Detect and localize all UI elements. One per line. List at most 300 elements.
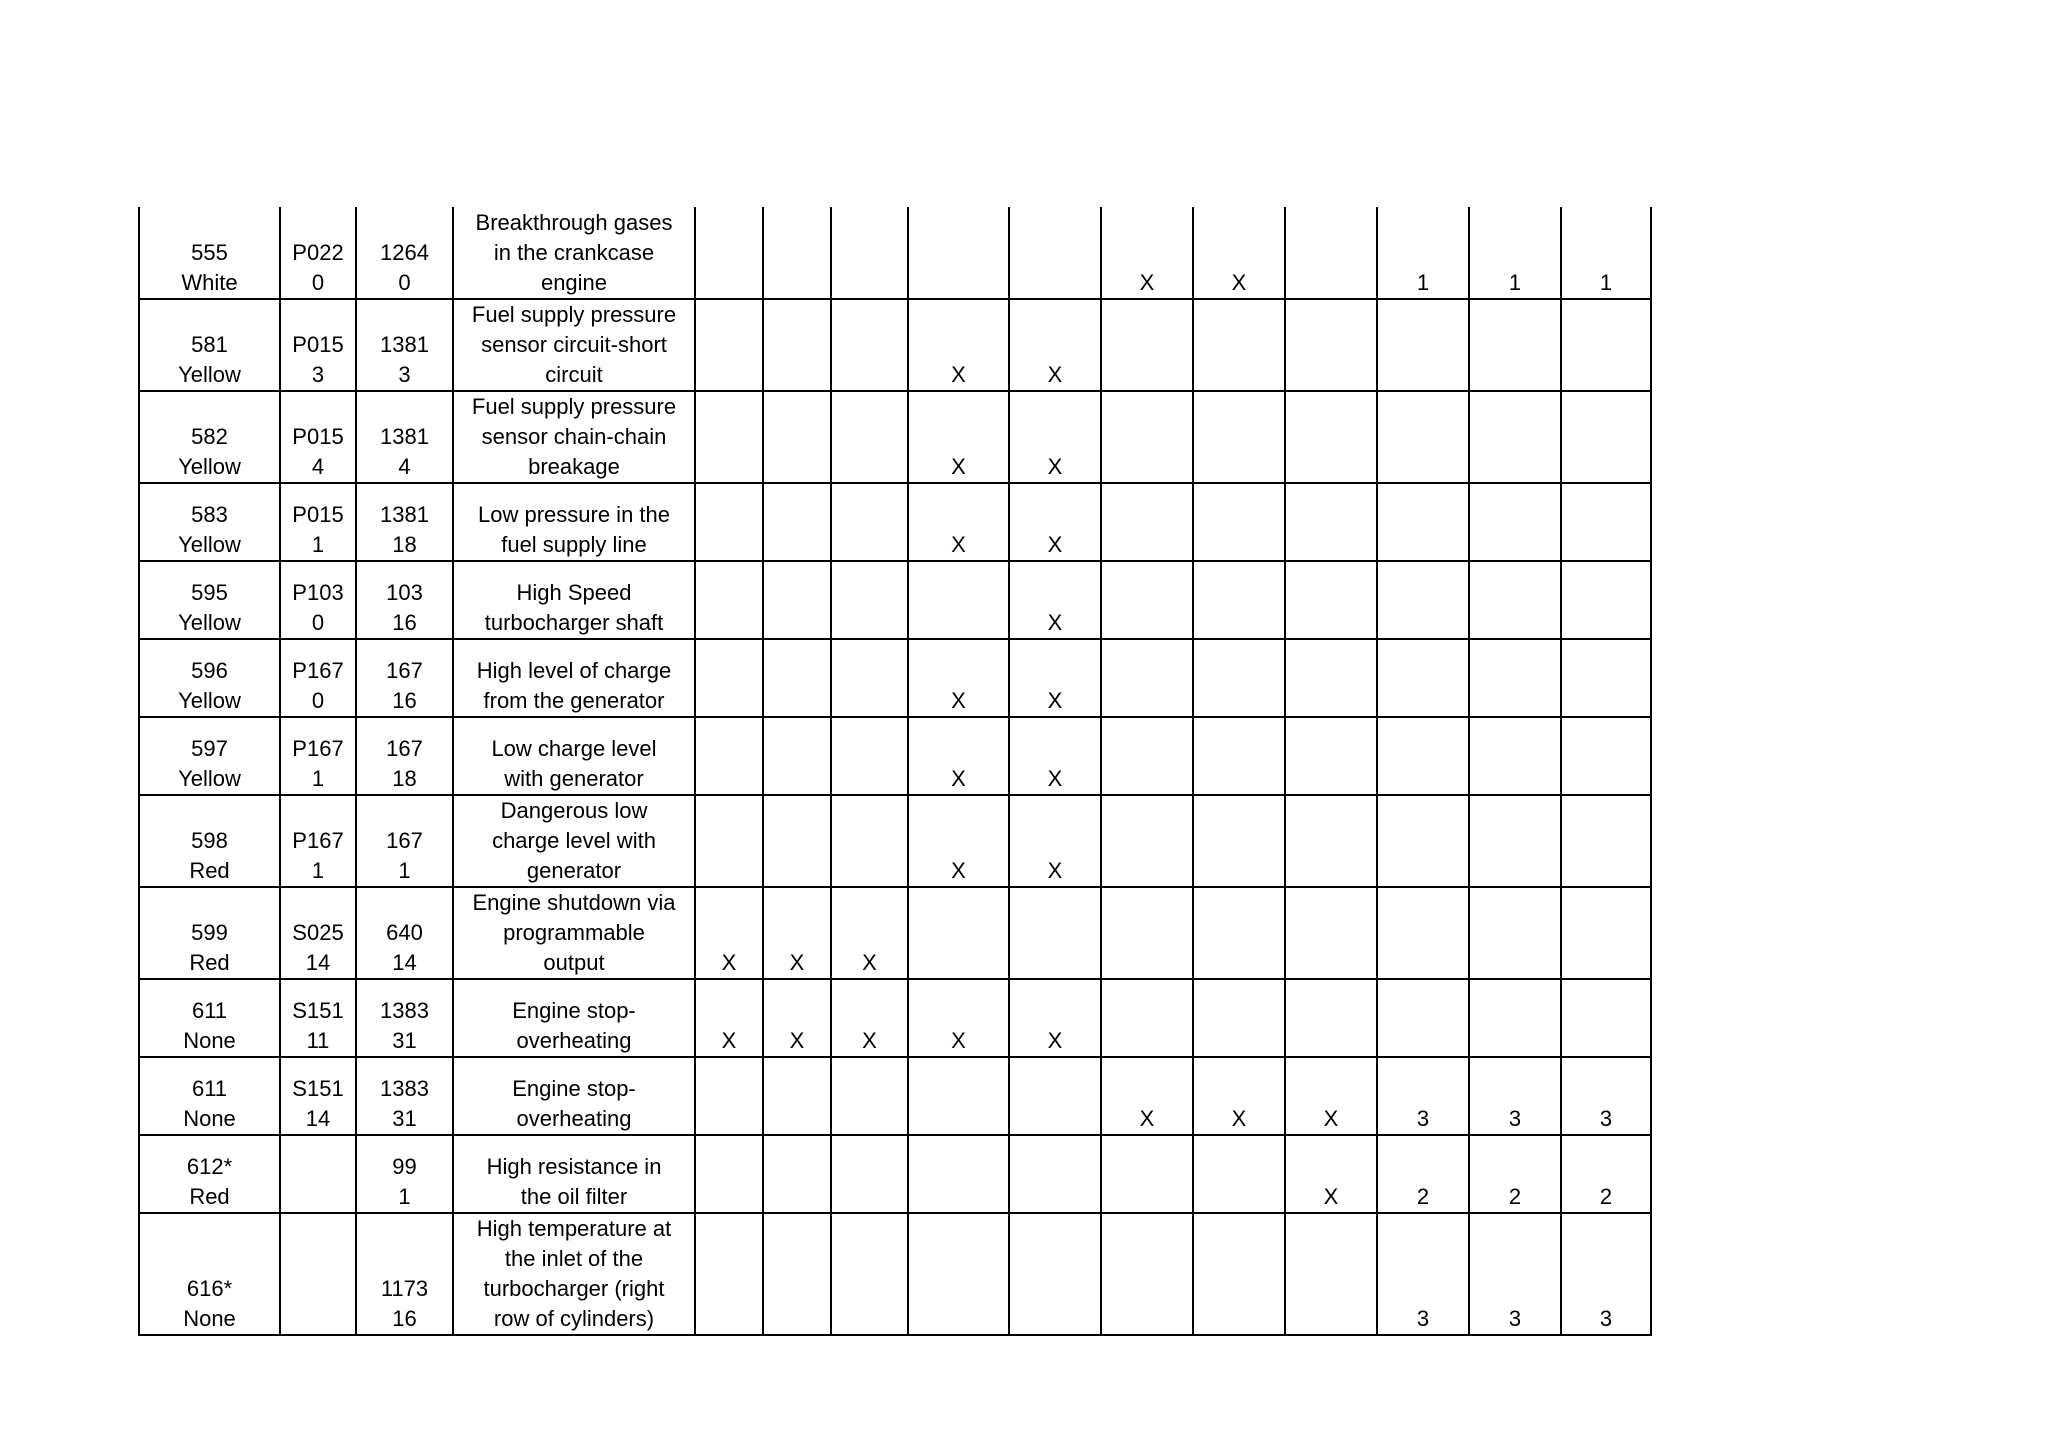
- mark-cell: [1285, 391, 1377, 483]
- mark-cell: [1101, 639, 1193, 717]
- mark-cell: [1561, 887, 1651, 979]
- spn-cell-line: Yellow: [178, 610, 241, 635]
- mark-cell: [1377, 979, 1469, 1057]
- code-cell-line: 18: [392, 766, 417, 791]
- description-cell: [453, 717, 695, 795]
- mark-cell-line: 3: [1416, 1106, 1430, 1131]
- code-cell-line: 167: [386, 658, 423, 683]
- mark-cell: [1561, 483, 1651, 561]
- code-cell-line: 0: [398, 270, 411, 295]
- pcode-cell-line: P167: [292, 736, 344, 761]
- mark-cell: [763, 391, 831, 483]
- mark-cell-line: X: [1139, 270, 1155, 295]
- mark-cell: [1193, 887, 1285, 979]
- mark-cell: [763, 1057, 831, 1135]
- code-cell: [356, 1135, 453, 1213]
- pcode-cell-line: 0: [311, 688, 325, 713]
- spn-cell: [139, 207, 280, 299]
- mark-cell: [695, 717, 763, 795]
- mark-cell: [1469, 1057, 1561, 1135]
- code-cell-line: 14: [392, 950, 417, 975]
- mark-cell: [1377, 1213, 1469, 1335]
- mark-cell-line: 3: [1416, 1306, 1430, 1331]
- mark-cell-line: X: [1323, 1184, 1339, 1209]
- code-cell: [356, 979, 453, 1057]
- pcode-cell-line: P015: [292, 502, 344, 527]
- mark-cell: [1377, 561, 1469, 639]
- mark-cell: [1009, 639, 1101, 717]
- table-row: [139, 979, 1651, 1057]
- pcode-cell-line: P015: [292, 424, 344, 449]
- code-cell-line: 16: [392, 610, 417, 635]
- mark-cell-line: X: [951, 532, 966, 557]
- mark-cell: [1377, 887, 1469, 979]
- mark-cell-line: X: [862, 950, 877, 975]
- code-cell-line: 640: [386, 920, 423, 945]
- pcode-cell: [280, 887, 356, 979]
- code-cell: [356, 887, 453, 979]
- mark-cell: [1193, 561, 1285, 639]
- mark-cell: [1285, 207, 1377, 299]
- mark-cell-line: X: [951, 766, 966, 791]
- code-cell: [356, 561, 453, 639]
- pcode-cell-line: 4: [311, 454, 325, 479]
- mark-cell: [1285, 561, 1377, 639]
- table-row: [139, 887, 1651, 979]
- spn-cell-line: 611: [191, 998, 228, 1023]
- table-row: [139, 483, 1651, 561]
- mark-cell-line: X: [789, 1028, 805, 1053]
- mark-cell: [1101, 717, 1193, 795]
- code-cell: [356, 299, 453, 391]
- pcode-cell-line: 0: [311, 610, 325, 635]
- spn-cell-line: 581: [191, 332, 228, 357]
- description-cell-line: fuel supply line: [501, 532, 647, 557]
- mark-cell: [695, 979, 763, 1057]
- mark-cell: [1193, 483, 1285, 561]
- pcode-cell-line: P103: [292, 580, 344, 605]
- mark-cell: [763, 1135, 831, 1213]
- mark-cell-line: X: [789, 950, 805, 975]
- description-cell-line: row of cylinders): [493, 1306, 655, 1331]
- spn-cell-line: 599: [191, 920, 228, 945]
- spn-cell-line: None: [183, 1028, 236, 1053]
- mark-cell-line: X: [862, 1028, 877, 1053]
- mark-cell: [1561, 639, 1651, 717]
- description-cell: [453, 391, 695, 483]
- code-cell: [356, 717, 453, 795]
- mark-cell: [1285, 639, 1377, 717]
- mark-cell: [1561, 795, 1651, 887]
- mark-cell: [763, 483, 831, 561]
- spn-cell: [139, 1057, 280, 1135]
- mark-cell: [1469, 391, 1561, 483]
- pcode-cell-line: P022: [292, 240, 344, 265]
- code-cell: [356, 1057, 453, 1135]
- table-body: [139, 207, 1651, 1335]
- mark-cell: [1285, 717, 1377, 795]
- spn-cell-line: White: [181, 270, 238, 295]
- mark-cell: [763, 299, 831, 391]
- mark-cell: [1377, 717, 1469, 795]
- spn-cell-line: 598: [191, 828, 228, 853]
- mark-cell-line: X: [951, 362, 966, 387]
- description-cell-line: High resistance in: [486, 1154, 662, 1179]
- mark-cell: [1193, 717, 1285, 795]
- mark-cell: [1009, 717, 1101, 795]
- mark-cell-line: 1: [1416, 270, 1430, 295]
- mark-cell: [1469, 483, 1561, 561]
- code-cell-line: 1381: [380, 502, 429, 527]
- mark-cell-line: X: [721, 950, 737, 975]
- mark-cell: [1377, 299, 1469, 391]
- code-cell-line: 1264: [380, 240, 429, 265]
- mark-cell: [831, 979, 908, 1057]
- mark-cell: [1101, 391, 1193, 483]
- mark-cell-line: 2: [1599, 1184, 1613, 1209]
- mark-cell-line: X: [951, 454, 966, 479]
- description-cell-line: charge level with: [492, 828, 656, 853]
- pcode-cell: [280, 483, 356, 561]
- mark-cell: [1101, 1057, 1193, 1135]
- pcode-cell: [280, 717, 356, 795]
- mark-cell: [831, 887, 908, 979]
- mark-cell: [908, 1057, 1009, 1135]
- pcode-cell-line: 11: [306, 1028, 330, 1053]
- fault-codes-table: [138, 207, 1652, 1336]
- code-cell: [356, 391, 453, 483]
- description-cell-line: with generator: [504, 766, 644, 791]
- mark-cell: [1469, 561, 1561, 639]
- mark-cell: [763, 561, 831, 639]
- mark-cell: [908, 1213, 1009, 1335]
- spn-cell-line: Yellow: [178, 766, 241, 791]
- spn-cell: [139, 1213, 280, 1335]
- mark-cell: [695, 483, 763, 561]
- mark-cell: [695, 795, 763, 887]
- table-row: [139, 299, 1651, 391]
- mark-cell: [908, 299, 1009, 391]
- spn-cell: [139, 795, 280, 887]
- spn-cell-line: Red: [189, 858, 230, 883]
- code-cell-line: 167: [386, 828, 423, 853]
- description-cell-line: overheating: [516, 1028, 632, 1053]
- description-cell-line: Breakthrough gases: [475, 210, 673, 235]
- description-cell-line: turbocharger (right: [483, 1276, 665, 1301]
- code-cell: [356, 639, 453, 717]
- mark-cell: [1101, 561, 1193, 639]
- spn-cell-line: 583: [191, 502, 228, 527]
- mark-cell: [1469, 1135, 1561, 1213]
- description-cell-line: High level of charge: [476, 658, 672, 683]
- mark-cell-line: X: [1047, 362, 1063, 387]
- mark-cell-line: 3: [1508, 1106, 1522, 1131]
- mark-cell: [831, 483, 908, 561]
- mark-cell: [763, 1213, 831, 1335]
- spn-cell: [139, 979, 280, 1057]
- mark-cell: [1469, 979, 1561, 1057]
- code-cell: [356, 483, 453, 561]
- mark-cell: [1193, 1135, 1285, 1213]
- mark-cell: [908, 483, 1009, 561]
- description-cell-line: Engine shutdown via: [472, 890, 676, 915]
- mark-cell: [1009, 299, 1101, 391]
- description-cell-line: engine: [540, 270, 608, 295]
- spn-cell-line: 612*: [186, 1154, 233, 1179]
- code-cell-line: 1173: [380, 1276, 429, 1301]
- mark-cell: [831, 561, 908, 639]
- mark-cell-line: 3: [1599, 1106, 1613, 1131]
- table-row: [139, 391, 1651, 483]
- mark-cell: [763, 717, 831, 795]
- mark-cell: [1285, 483, 1377, 561]
- description-cell-line: Low charge level: [491, 736, 657, 761]
- pcode-cell-line: 1: [311, 766, 325, 791]
- pcode-cell-line: 1: [311, 858, 325, 883]
- mark-cell: [831, 717, 908, 795]
- spn-cell: [139, 1135, 280, 1213]
- description-cell-line: sensor circuit-short: [481, 332, 667, 357]
- mark-cell: [1009, 391, 1101, 483]
- mark-cell: [1285, 887, 1377, 979]
- spn-cell-line: Red: [189, 950, 230, 975]
- mark-cell-line: X: [1139, 1106, 1155, 1131]
- mark-cell: [695, 1057, 763, 1135]
- mark-cell: [1377, 1057, 1469, 1135]
- code-cell-line: 99: [392, 1154, 417, 1179]
- mark-cell: [1469, 299, 1561, 391]
- mark-cell: [831, 391, 908, 483]
- mark-cell: [831, 299, 908, 391]
- mark-cell-line: X: [1231, 270, 1247, 295]
- description-cell-line: in the crankcase: [493, 240, 655, 265]
- mark-cell: [1561, 207, 1651, 299]
- spn-cell-line: 595: [191, 580, 228, 605]
- table-row: [139, 561, 1651, 639]
- mark-cell: [1561, 1135, 1651, 1213]
- spn-cell: [139, 483, 280, 561]
- mark-cell: [1193, 207, 1285, 299]
- mark-cell: [831, 1213, 908, 1335]
- spn-cell: [139, 299, 280, 391]
- description-cell-line: from the generator: [483, 688, 665, 713]
- mark-cell: [1193, 391, 1285, 483]
- description-cell-line: turbocharger shaft: [484, 610, 664, 635]
- pcode-cell: [280, 207, 356, 299]
- mark-cell: [1561, 561, 1651, 639]
- mark-cell: [763, 979, 831, 1057]
- mark-cell: [1009, 483, 1101, 561]
- mark-cell: [1193, 299, 1285, 391]
- pcode-cell-line: S151: [292, 1076, 344, 1101]
- spn-cell: [139, 391, 280, 483]
- description-cell: [453, 1057, 695, 1135]
- pcode-cell: [280, 795, 356, 887]
- mark-cell-line: X: [951, 1028, 966, 1053]
- table-row: [139, 1213, 1651, 1335]
- mark-cell-line: X: [1231, 1106, 1247, 1131]
- mark-cell: [1285, 1135, 1377, 1213]
- mark-cell: [1009, 1213, 1101, 1335]
- spn-cell-line: Yellow: [178, 454, 241, 479]
- mark-cell-line: X: [1047, 454, 1063, 479]
- code-cell-line: 1: [398, 858, 411, 883]
- table-row: [139, 795, 1651, 887]
- spn-cell-line: 596: [191, 658, 228, 683]
- pcode-cell: [280, 979, 356, 1057]
- description-cell: [453, 207, 695, 299]
- code-cell-line: 18: [392, 532, 417, 557]
- mark-cell-line: 2: [1508, 1184, 1522, 1209]
- mark-cell: [1101, 1213, 1193, 1335]
- mark-cell: [1561, 1057, 1651, 1135]
- mark-cell: [1101, 795, 1193, 887]
- spn-cell-line: 582: [191, 424, 228, 449]
- description-cell-line: High Speed: [516, 580, 632, 605]
- description-cell-line: High temperature at: [476, 1216, 672, 1241]
- mark-cell-line: X: [951, 858, 966, 883]
- mark-cell: [1101, 887, 1193, 979]
- description-cell-line: circuit: [545, 362, 603, 387]
- mark-cell: [695, 1135, 763, 1213]
- mark-cell: [831, 207, 908, 299]
- mark-cell: [695, 887, 763, 979]
- mark-cell-line: 2: [1416, 1184, 1430, 1209]
- pcode-cell: [280, 1135, 356, 1213]
- description-cell-line: breakage: [528, 454, 620, 479]
- spn-cell-line: 555: [191, 240, 228, 265]
- mark-cell: [908, 391, 1009, 483]
- description-cell-line: output: [543, 950, 605, 975]
- mark-cell: [1377, 483, 1469, 561]
- mark-cell: [1009, 1135, 1101, 1213]
- mark-cell-line: X: [951, 688, 966, 713]
- spn-cell-line: Red: [189, 1184, 230, 1209]
- mark-cell: [908, 1135, 1009, 1213]
- mark-cell: [695, 299, 763, 391]
- code-cell-line: 31: [392, 1106, 417, 1131]
- mark-cell: [1469, 207, 1561, 299]
- mark-cell: [1285, 979, 1377, 1057]
- mark-cell: [831, 795, 908, 887]
- pcode-cell: [280, 391, 356, 483]
- mark-cell: [1193, 1213, 1285, 1335]
- spn-cell-line: Yellow: [178, 362, 241, 387]
- table-row: [139, 1135, 1651, 1213]
- pcode-cell-line: S025: [292, 920, 344, 945]
- mark-cell: [1193, 979, 1285, 1057]
- description-cell: [453, 639, 695, 717]
- pcode-cell-line: 3: [311, 362, 325, 387]
- mark-cell: [1101, 979, 1193, 1057]
- mark-cell: [1009, 979, 1101, 1057]
- mark-cell: [1469, 795, 1561, 887]
- pcode-cell-line: 1: [311, 532, 325, 557]
- mark-cell: [1101, 207, 1193, 299]
- description-cell-line: the oil filter: [520, 1184, 628, 1209]
- mark-cell: [1101, 483, 1193, 561]
- spn-cell-line: None: [183, 1306, 236, 1331]
- code-cell: [356, 795, 453, 887]
- mark-cell-line: X: [1323, 1106, 1339, 1131]
- mark-cell: [1561, 299, 1651, 391]
- description-cell-line: programmable: [503, 920, 645, 945]
- description-cell: [453, 887, 695, 979]
- description-cell-line: the inlet of the: [504, 1246, 644, 1271]
- mark-cell: [1101, 1135, 1193, 1213]
- mark-cell: [1101, 299, 1193, 391]
- mark-cell: [1469, 717, 1561, 795]
- code-cell-line: 1383: [380, 1076, 429, 1101]
- mark-cell: [1561, 1213, 1651, 1335]
- pcode-cell-line: 14: [305, 950, 331, 975]
- mark-cell: [1009, 1057, 1101, 1135]
- spn-cell: [139, 717, 280, 795]
- code-cell-line: 1383: [380, 998, 429, 1023]
- description-cell-line: sensor chain-chain: [481, 424, 667, 449]
- mark-cell-line: X: [721, 1028, 737, 1053]
- mark-cell: [1193, 639, 1285, 717]
- mark-cell-line: X: [1047, 610, 1063, 635]
- mark-cell: [1561, 979, 1651, 1057]
- mark-cell: [763, 639, 831, 717]
- mark-cell: [1009, 561, 1101, 639]
- mark-cell: [1285, 1213, 1377, 1335]
- mark-cell: [1377, 639, 1469, 717]
- mark-cell: [908, 207, 1009, 299]
- pcode-cell: [280, 1057, 356, 1135]
- spn-cell: [139, 561, 280, 639]
- mark-cell-line: 3: [1599, 1306, 1613, 1331]
- mark-cell: [1285, 1057, 1377, 1135]
- mark-cell: [695, 639, 763, 717]
- code-cell-line: 1381: [380, 332, 429, 357]
- mark-cell: [1469, 639, 1561, 717]
- mark-cell: [1561, 391, 1651, 483]
- description-cell-line: Fuel supply pressure: [471, 302, 677, 327]
- mark-cell: [831, 1135, 908, 1213]
- spn-cell: [139, 887, 280, 979]
- mark-cell: [695, 1213, 763, 1335]
- code-cell-line: 16: [392, 1306, 417, 1331]
- description-cell: [453, 299, 695, 391]
- mark-cell: [908, 795, 1009, 887]
- mark-cell-line: X: [1047, 858, 1063, 883]
- description-cell-line: Dangerous low: [500, 798, 648, 823]
- pcode-cell-line: 0: [311, 270, 325, 295]
- table-row: [139, 717, 1651, 795]
- pcode-cell-line: P015: [292, 332, 344, 357]
- mark-cell: [763, 887, 831, 979]
- description-cell: [453, 1135, 695, 1213]
- pcode-cell-line: P167: [292, 658, 344, 683]
- pcode-cell-line: P167: [292, 828, 344, 853]
- mark-cell: [1285, 299, 1377, 391]
- mark-cell-line: X: [1047, 766, 1063, 791]
- spn-cell-line: Yellow: [178, 532, 241, 557]
- mark-cell: [1377, 207, 1469, 299]
- code-cell: [356, 207, 453, 299]
- pcode-cell: [280, 1213, 356, 1335]
- mark-cell: [1009, 887, 1101, 979]
- description-cell-line: Engine stop-: [512, 1076, 636, 1101]
- description-cell-line: overheating: [516, 1106, 632, 1131]
- description-cell: [453, 979, 695, 1057]
- mark-cell: [908, 979, 1009, 1057]
- spn-cell-line: 597: [191, 736, 228, 761]
- mark-cell-line: X: [1047, 1028, 1063, 1053]
- code-cell-line: 3: [398, 362, 411, 387]
